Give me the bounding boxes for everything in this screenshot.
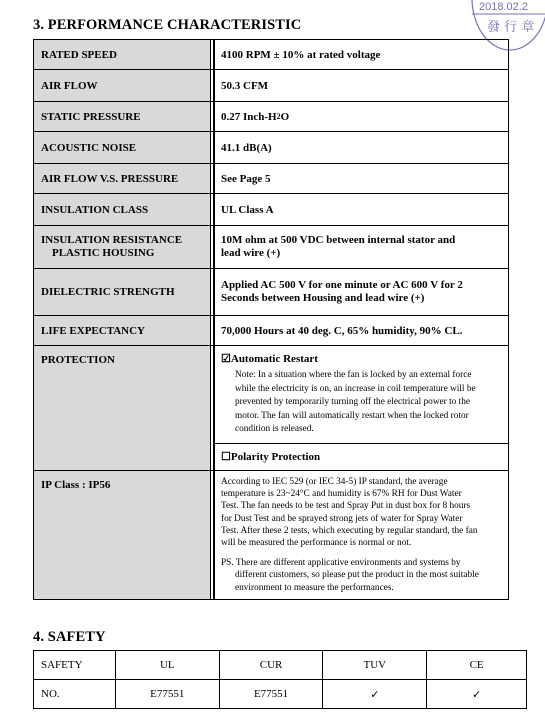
label-line: INSULATION RESISTANCE bbox=[41, 234, 183, 246]
value-text-end: O bbox=[280, 110, 290, 123]
ip-line: temperature is 23~24°C and humidity is 67% RH for Dust Water bbox=[221, 489, 462, 500]
value-line: 10M ohm at 500 VDC between internal stator and bbox=[221, 234, 456, 246]
header-cell: TUV bbox=[323, 651, 427, 680]
row-value: 50.3 CFM bbox=[213, 70, 508, 101]
note-line: condition is released. bbox=[235, 424, 314, 434]
table-header-row bbox=[34, 651, 527, 680]
row-label: PROTECTION bbox=[34, 346, 211, 470]
ps-line: different customers, so please put the product in the most suitable bbox=[235, 570, 479, 581]
row-label bbox=[34, 226, 211, 268]
section-3-title: 3. PERFORMANCE CHARACTERISTIC bbox=[33, 17, 302, 33]
row-label: DIELECTRIC STRENGTH bbox=[34, 269, 211, 315]
row-label: LIFE EXPECTANCY bbox=[34, 316, 211, 345]
row-value: 41.1 dB(A) bbox=[213, 132, 508, 163]
row-value: 70,000 Hours at 40 deg. C, 65% humidity, 90% CL. bbox=[213, 316, 508, 345]
ip-class-description bbox=[213, 471, 508, 599]
table-row bbox=[34, 269, 508, 316]
table-row bbox=[34, 102, 508, 132]
row-value bbox=[213, 269, 508, 315]
table-row bbox=[34, 132, 508, 164]
value-subscript: 2 bbox=[276, 112, 281, 121]
table-row bbox=[34, 316, 508, 346]
ip-line: for Dust Test and be sprayed strong jets of water for Spray Water bbox=[221, 513, 463, 524]
table-row bbox=[34, 194, 508, 226]
table-row bbox=[34, 164, 508, 194]
safety-table bbox=[33, 650, 527, 709]
note-line: while the electricity is on, an increase in coil temperature will be bbox=[235, 383, 476, 394]
row-label: IP Class : IP56 bbox=[34, 471, 211, 599]
stamp-date: 2018.02.2 bbox=[479, 1, 528, 13]
polarity-protection-title: Polarity Protection bbox=[230, 450, 321, 463]
section-4-title: 4. SAFETY bbox=[33, 629, 106, 645]
header-cell: SAFETY bbox=[34, 651, 116, 680]
row-label: RATED SPEED bbox=[34, 40, 211, 69]
automatic-restart-block bbox=[215, 346, 508, 444]
value-line: Applied AC 500 V for one minute or AC 600 V for 2 bbox=[221, 279, 463, 291]
ip-line: According to IEC 529 (or IEC 34-5) IP standard, the average bbox=[221, 477, 448, 487]
table-row bbox=[34, 40, 508, 70]
protection-row bbox=[34, 346, 508, 471]
note-line: motor. The fan will automatically restart when the locked rotor bbox=[235, 410, 469, 421]
header-cell: CUR bbox=[219, 651, 323, 680]
check-icon: ✓ bbox=[427, 680, 527, 709]
check-icon: ✓ bbox=[323, 680, 427, 709]
ip-line: will be measured the performance is normal or not. bbox=[221, 538, 412, 549]
ip-class-row bbox=[34, 471, 508, 599]
note-line: Note: In a situation where the fan is locked by an external force bbox=[235, 370, 472, 380]
ip-line: Test. The fan needs to be test and Spray Put in dust box for 8 hours bbox=[221, 501, 471, 512]
table-row bbox=[34, 680, 527, 709]
performance-table bbox=[33, 39, 509, 600]
row-label: ACOUSTIC NOISE bbox=[34, 132, 211, 163]
checked-box-icon: ☑ bbox=[221, 353, 231, 365]
table-row bbox=[34, 226, 508, 269]
table-row bbox=[34, 70, 508, 102]
row-label: INSULATION CLASS bbox=[34, 194, 211, 225]
row-label: STATIC PRESSURE bbox=[34, 102, 211, 131]
row-label: AIR FLOW bbox=[34, 70, 211, 101]
row-value: See Page 5 bbox=[213, 164, 508, 193]
header-cell: UL bbox=[115, 651, 219, 680]
label-line: PLASTIC HOUSING bbox=[52, 247, 155, 259]
row-label: AIR FLOW V.S. PRESSURE bbox=[34, 164, 211, 193]
stamp-chars: 發 行 章 bbox=[487, 20, 535, 35]
ps-line: environment to measure the performances. bbox=[235, 582, 394, 593]
table-cell: NO. bbox=[34, 680, 116, 709]
automatic-restart-title: Automatic Restart bbox=[230, 353, 318, 365]
automatic-restart-note bbox=[221, 369, 502, 437]
value-text: 0.27 Inch-H bbox=[221, 110, 277, 123]
unchecked-box-icon: ☐ bbox=[221, 451, 231, 464]
value-line: lead wire (+) bbox=[221, 247, 281, 259]
ip-line: Test. After these 2 tests, which executing by regular standard, the fan bbox=[221, 525, 478, 536]
polarity-protection-block bbox=[215, 444, 508, 471]
row-value bbox=[213, 226, 508, 268]
table-cell: E77551 bbox=[115, 680, 219, 709]
value-line: Seconds between Housing and lead wire (+) bbox=[221, 292, 425, 304]
table-cell: E77551 bbox=[219, 680, 323, 709]
row-value bbox=[213, 102, 508, 131]
ps-line: PS. There are different applicative environments and systems by bbox=[221, 558, 461, 569]
note-line: prevented by temporarily turning off the electrical power to the bbox=[235, 397, 471, 407]
row-value: UL Class A bbox=[213, 194, 508, 225]
row-value: 4100 RPM ± 10% at rated voltage bbox=[213, 40, 508, 69]
header-cell: CE bbox=[427, 651, 527, 680]
protection-values bbox=[213, 346, 508, 470]
